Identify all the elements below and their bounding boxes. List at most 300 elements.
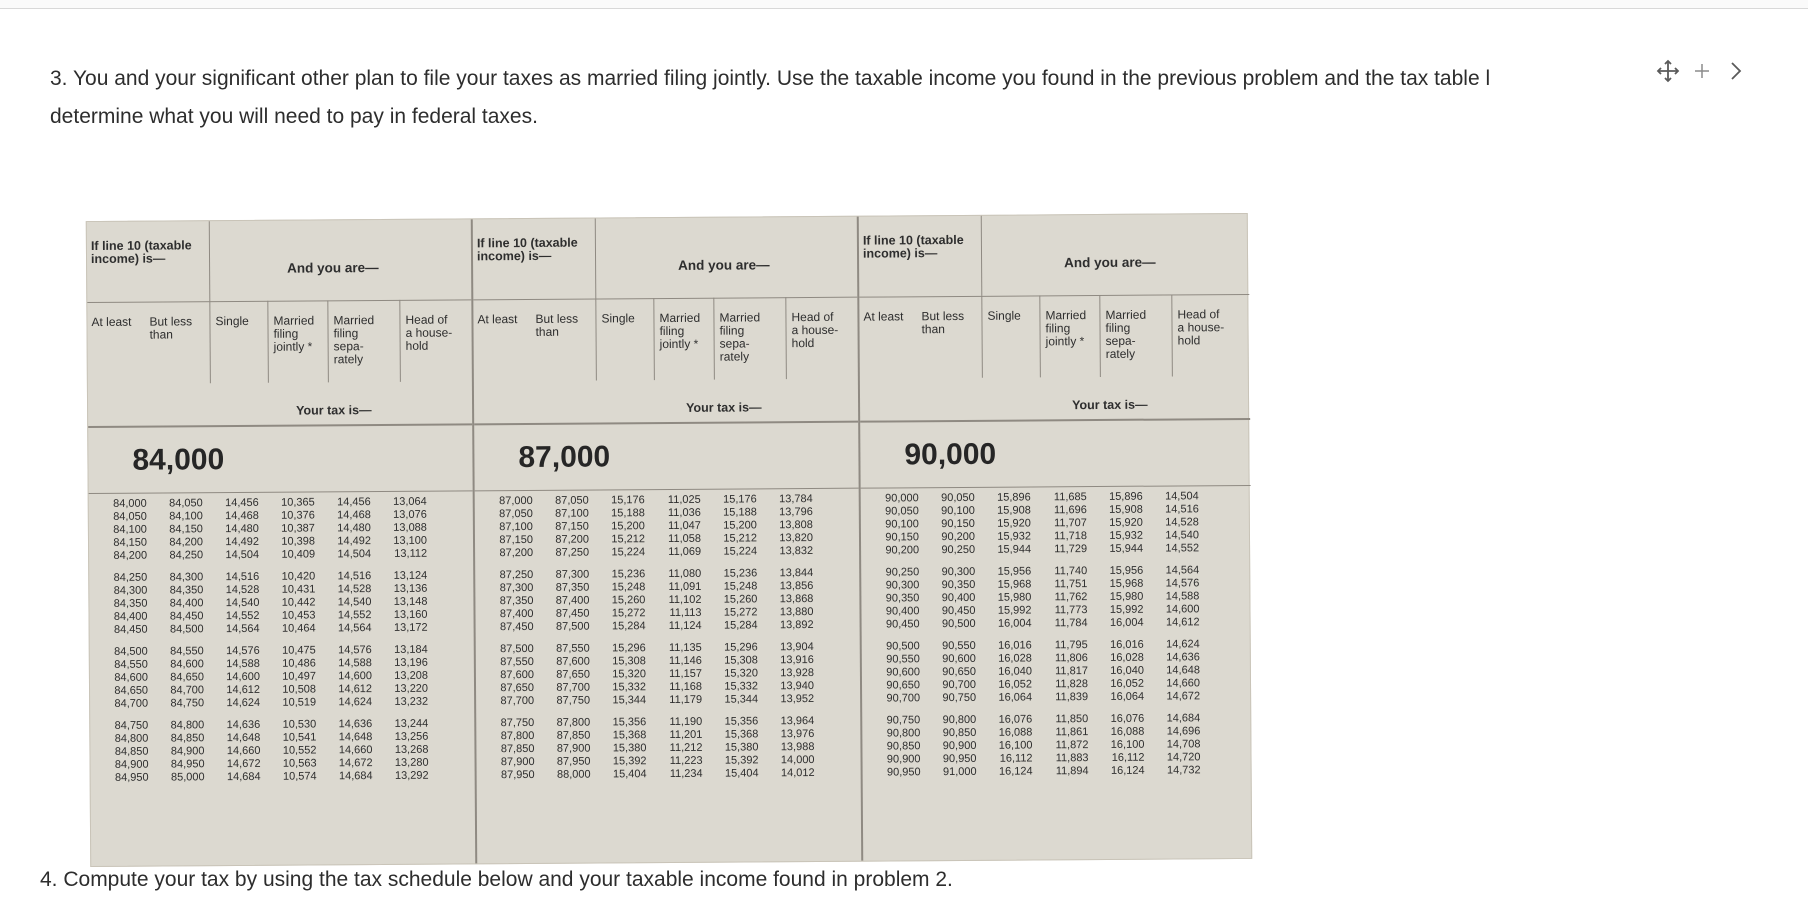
single-tax-cell: 15,188 [611,507,645,520]
single-tax-cell: 15,176 [611,494,645,507]
married-separately-tax-cell: 16,100 [1110,738,1145,751]
married-jointly-tax-cell: 11,080 [668,567,702,581]
at-least-label: At least [477,312,518,327]
married-separately-tax-cell: 14,492 [337,535,372,548]
header-divider [209,221,211,301]
head-of-household-tax-cell: 13,832 [779,544,814,558]
but-less-than-cell: 84,350 [169,584,204,597]
married-separately-tax-cell: 14,672 [338,757,373,770]
image-toolbar [1655,58,1749,84]
column-divider [267,301,269,383]
at-least-cell: 84,250 [113,571,148,584]
but-less-than-cell: 90,800 [942,713,977,727]
married-jointly-tax-cell: 11,091 [668,580,702,594]
head-of-household-label: Head of a house- hold [405,312,453,353]
single-tax-cell: 14,636 [226,718,261,732]
head-of-household-tax-cell: 14,660 [1166,677,1201,690]
at-least-label: At least [91,314,132,330]
married-separately-tax-cell: 15,932 [1109,529,1144,542]
but-less-than-cell: 87,150 [555,520,589,533]
at-least-cell: 90,250 [885,566,920,579]
at-least-cell: 84,200 [113,549,148,562]
tax-table-header [859,214,1250,423]
but-less-than-cell: 87,050 [555,494,589,507]
table-row [862,616,1252,632]
single-tax-cell: 16,112 [999,752,1033,765]
and-you-are-label: And you are— [1064,254,1156,271]
move-arrows-icon[interactable] [1655,58,1681,84]
married-filing-separately-label: Married filing sepa- rately [333,313,375,367]
single-tax-cell: 15,980 [997,591,1032,604]
single-tax-cell: 14,564 [225,622,260,636]
married-jointly-tax-cell: 11,190 [669,715,703,729]
single-tax-cell: 14,600 [226,670,260,684]
tax-table-block-90000 [859,214,1253,861]
single-tax-cell: 15,200 [611,520,645,533]
column-divider [595,299,597,381]
head-of-household-tax-cell: 13,208 [394,669,428,682]
but-less-than-cell: 90,250 [941,543,976,557]
but-less-than-cell: 90,300 [941,565,976,579]
married-jointly-tax-cell: 10,420 [281,570,316,583]
row-group [90,717,474,785]
married-separately-tax-cell: 15,224 [723,545,758,558]
head-of-household-tax-cell: 13,256 [394,730,429,743]
head-of-household-tax-cell: 14,516 [1165,503,1199,516]
but-less-than-cell: 87,250 [555,546,590,559]
head-of-household-tax-cell: 13,160 [393,608,428,621]
head-of-household-tax-cell: 13,952 [780,692,815,706]
at-least-cell: 84,900 [114,758,149,771]
head-of-household-tax-cell: 13,268 [394,743,429,756]
your-tax-is-label: Your tax is— [1072,397,1148,413]
but-less-than-cell: 87,650 [556,668,590,681]
single-tax-cell: 14,612 [226,683,261,697]
head-of-household-tax-cell: 14,720 [1166,751,1201,764]
head-of-household-tax-cell: 13,292 [394,769,429,782]
married-jointly-tax-cell: 10,508 [282,683,317,696]
row-group [475,567,859,635]
married-separately-tax-cell: 14,564 [337,622,372,635]
if-line-10-label: If line 10 (taxable income) is— [90,238,192,267]
at-least-cell: 84,800 [114,732,149,745]
but-less-than-cell: 84,600 [170,658,204,671]
married-jointly-tax-cell: 11,718 [1054,530,1088,543]
head-of-household-tax-cell: 13,856 [779,579,814,593]
married-jointly-tax-cell: 11,069 [668,545,702,559]
head-of-household-tax-cell: 13,064 [393,495,427,508]
married-jointly-tax-cell: 10,552 [282,744,317,757]
head-of-household-tax-cell: 13,928 [780,666,814,680]
head-of-household-tax-cell: 14,696 [1166,725,1201,738]
married-separately-tax-cell: 15,356 [724,715,759,728]
head-of-household-tax-cell: 13,124 [393,569,428,582]
if-line-10-label: If line 10 (taxable income) is— [476,235,578,264]
head-of-household-tax-cell: 13,892 [779,618,814,632]
married-jointly-tax-cell: 11,850 [1055,713,1089,726]
married-separately-tax-cell: 15,944 [1109,542,1144,555]
your-tax-is-label: Your tax is— [686,400,762,415]
tax-table-header [473,217,858,426]
at-least-cell: 84,600 [114,671,148,684]
married-separately-tax-cell: 14,540 [337,596,372,609]
column-divider [653,298,655,380]
head-of-household-tax-cell: 13,808 [779,518,813,532]
head-of-household-tax-cell: 14,552 [1165,542,1200,555]
but-less-than-cell: 84,800 [170,719,205,732]
at-least-cell: 87,250 [499,568,534,582]
single-tax-cell: 15,308 [612,655,646,668]
but-less-than-cell: 87,750 [556,694,591,707]
but-less-than-cell: 84,200 [169,536,204,549]
married-jointly-tax-cell: 11,696 [1053,504,1087,517]
single-tax-cell: 14,468 [225,509,259,523]
tax-table-rows [89,495,475,794]
married-separately-tax-cell: 15,188 [723,506,757,519]
single-tax-cell: 15,380 [612,742,647,755]
married-jointly-tax-cell: 11,685 [1053,491,1087,504]
if-line-10-label: If line 10 (taxable income) is— [862,232,964,261]
married-separately-tax-cell: 14,528 [337,583,372,596]
married-separately-tax-cell: 15,344 [724,693,759,706]
header-rule [859,294,1249,298]
but-less-than-cell: 85,000 [170,771,205,784]
at-least-cell: 90,850 [886,740,921,753]
head-of-household-tax-cell: 13,796 [779,505,813,519]
at-least-cell: 90,900 [886,753,921,766]
single-tax-cell: 14,528 [225,583,260,597]
married-jointly-tax-cell: 11,047 [668,519,701,533]
married-jointly-tax-cell: 10,365 [281,496,315,509]
row-group [476,715,860,783]
head-of-household-tax-cell: 14,708 [1166,738,1201,751]
married-jointly-tax-cell: 11,234 [669,767,703,780]
head-of-household-tax-cell: 14,012 [780,766,815,780]
at-least-cell: 84,950 [114,771,149,784]
single-tax-cell: 15,944 [997,543,1032,556]
but-less-than-label: But less than [921,308,965,337]
tax-table-block-84000 [87,219,477,866]
at-least-cell: 90,200 [885,544,920,557]
but-less-than-cell: 90,600 [942,652,976,666]
but-less-than-cell: 87,200 [555,533,590,546]
married-jointly-tax-cell: 11,795 [1054,639,1088,652]
head-of-household-tax-cell: 13,820 [779,531,814,545]
married-separately-tax-cell: 14,480 [337,522,371,535]
married-jointly-tax-cell: 11,817 [1055,665,1088,678]
at-least-cell: 84,450 [113,623,148,636]
at-least-cell: 84,150 [113,536,148,549]
head-of-household-tax-cell: 13,844 [779,566,814,580]
head-of-household-tax-cell: 13,112 [394,547,428,560]
question-text-line2: determine what you will need to pay in federal taxes. [50,105,538,128]
at-least-cell: 87,400 [499,607,534,621]
married-jointly-tax-cell: 11,223 [669,754,703,768]
married-separately-tax-cell: 16,052 [1110,677,1145,690]
married-jointly-tax-cell: 11,102 [668,593,702,607]
married-separately-tax-cell: 16,064 [1110,690,1145,703]
head-of-household-tax-cell: 14,624 [1166,638,1200,651]
column-divider [981,296,983,378]
single-tax-cell: 14,576 [226,644,260,658]
at-least-cell: 87,150 [499,533,534,547]
but-less-than-cell: 87,950 [556,755,591,768]
column-divider [399,300,401,382]
married-jointly-tax-cell: 11,058 [668,532,702,546]
single-tax-cell: 14,492 [225,535,260,549]
head-of-household-tax-cell: 13,988 [780,740,815,754]
married-jointly-tax-cell: 11,135 [668,641,702,655]
single-tax-cell: 15,968 [997,578,1032,591]
tax-table-header [87,219,472,428]
married-separately-tax-cell: 14,588 [338,657,372,670]
table-row [476,619,860,635]
married-separately-tax-cell: 15,404 [724,767,759,780]
married-separately-tax-cell: 16,040 [1110,664,1144,677]
single-tax-cell: 15,344 [612,694,647,707]
at-least-cell: 84,650 [114,684,149,697]
married-jointly-tax-cell: 10,486 [282,657,316,670]
head-of-household-tax-cell: 13,148 [393,595,428,608]
but-less-than-cell: 84,050 [169,497,203,510]
head-of-household-tax-cell: 13,220 [394,682,429,695]
single-label: Single [601,311,635,326]
but-less-than-cell: 84,900 [170,745,205,758]
married-jointly-tax-cell: 11,707 [1054,517,1087,530]
table-row [91,769,475,785]
head-of-household-tax-cell: 14,576 [1165,577,1200,590]
your-tax-is-label: Your tax is— [296,403,372,418]
at-least-cell: 84,550 [114,658,148,671]
row-group [862,712,1252,780]
at-least-cell: 84,100 [113,523,147,536]
but-less-than-cell: 91,000 [942,765,977,779]
but-less-than-cell: 90,500 [941,617,976,631]
income-range-heading: 90,000 [860,420,1250,489]
at-least-cell: 87,700 [500,694,535,708]
married-separately-tax-cell: 15,212 [723,532,758,545]
single-label: Single [215,313,249,329]
head-of-household-tax-cell: 13,136 [393,582,428,595]
at-least-cell: 87,450 [499,620,534,634]
but-less-than-cell: 87,300 [555,568,590,581]
at-least-cell: 84,850 [114,745,149,758]
married-jointly-tax-cell: 11,773 [1054,604,1088,617]
single-tax-cell: 15,236 [611,568,646,581]
married-separately-tax-cell: 15,236 [723,567,758,580]
at-least-cell: 84,050 [113,510,147,523]
column-divider [1099,295,1101,377]
married-separately-tax-cell: 15,920 [1109,516,1143,529]
but-less-than-cell: 90,400 [941,591,976,605]
single-tax-cell: 16,100 [998,739,1033,752]
head-of-household-label: Head of a house- hold [1177,307,1225,348]
table-row [861,542,1251,558]
married-separately-tax-cell: 16,076 [1110,712,1145,725]
move-arrows-icon-small[interactable] [1689,58,1715,84]
at-least-cell: 90,600 [886,666,920,679]
married-separately-tax-cell: 15,260 [723,593,758,606]
married-jointly-tax-cell: 11,201 [669,728,703,742]
single-tax-cell: 14,540 [225,596,260,610]
table-row [477,767,861,783]
at-least-cell: 87,800 [500,729,535,743]
married-jointly-tax-cell: 11,729 [1054,543,1088,556]
married-separately-tax-cell: 16,004 [1109,616,1144,629]
tax-table-photo [86,213,1252,867]
head-of-household-tax-cell: 13,976 [780,727,815,741]
head-of-household-tax-cell: 13,100 [393,534,428,547]
married-filing-jointly-label: Married filing jointly * [1045,308,1087,349]
married-separately-tax-cell: 15,392 [724,754,759,767]
but-less-than-cell: 84,400 [169,597,204,610]
chevron-right-icon[interactable] [1723,58,1749,84]
column-divider [1039,295,1041,377]
table-row [89,547,473,563]
column-divider [209,301,211,383]
married-separately-tax-cell: 14,456 [337,496,371,509]
head-of-household-tax-cell: 14,648 [1166,664,1200,677]
at-least-cell: 84,300 [113,584,148,597]
at-least-cell: 90,650 [886,679,921,692]
at-least-cell: 84,750 [114,719,149,732]
single-tax-cell: 14,648 [226,731,261,745]
single-tax-cell: 15,224 [611,546,646,559]
income-range-heading: 84,000 [88,425,472,494]
at-least-cell: 90,800 [886,727,921,740]
married-separately-tax-cell: 14,468 [337,509,371,522]
single-tax-cell: 15,392 [612,755,647,768]
married-jointly-tax-cell: 11,179 [669,693,703,707]
at-least-cell: 87,900 [500,755,535,769]
question-3 [50,60,1660,136]
but-less-than-cell: 87,550 [556,642,590,655]
but-less-than-cell: 84,150 [169,523,203,536]
at-least-cell: 87,650 [500,681,535,695]
header-rule [87,299,471,303]
married-separately-tax-cell: 15,176 [723,493,757,506]
married-separately-tax-cell: 15,248 [723,580,758,593]
row-group [862,638,1252,706]
at-least-cell: 90,400 [885,605,920,618]
head-of-household-tax-cell: 13,196 [394,656,428,669]
at-least-cell: 90,500 [886,640,920,653]
table-row [90,621,474,637]
row-group [861,490,1251,558]
tax-table-rows [475,493,861,792]
single-tax-cell: 15,248 [611,581,646,594]
but-less-than-cell: 84,950 [170,758,205,771]
single-label: Single [987,308,1021,323]
head-of-household-tax-cell: 14,612 [1165,616,1200,629]
head-of-household-tax-cell: 14,504 [1165,490,1199,503]
header-rule [473,297,857,301]
married-separately-tax-cell: 15,908 [1109,503,1143,516]
table-row [862,690,1252,706]
row-group [476,641,860,709]
married-jointly-tax-cell: 11,740 [1054,565,1088,578]
but-less-than-cell: 84,300 [169,571,204,584]
head-of-household-tax-cell: 13,184 [394,643,428,656]
single-tax-cell: 15,932 [997,530,1032,543]
column-divider [1171,294,1173,376]
column-divider [713,298,715,380]
but-less-than-cell: 84,550 [170,645,204,658]
but-less-than-cell: 87,350 [555,581,590,594]
single-tax-cell: 16,004 [997,617,1032,630]
married-jointly-tax-cell: 11,113 [669,606,702,619]
single-tax-cell: 15,920 [997,517,1031,530]
at-least-label: At least [863,309,904,324]
header-divider [981,216,983,296]
married-jointly-tax-cell: 10,497 [282,670,316,683]
married-separately-tax-cell: 14,648 [338,731,373,744]
married-separately-tax-cell: 14,660 [338,744,373,757]
head-of-household-tax-cell: 13,784 [779,492,813,506]
at-least-cell: 87,100 [499,520,533,534]
married-jointly-tax-cell: 10,464 [281,622,316,635]
married-separately-tax-cell: 16,124 [1110,764,1145,777]
single-tax-cell: 15,896 [997,491,1031,504]
married-jointly-tax-cell: 11,784 [1054,617,1088,630]
single-tax-cell: 15,260 [611,594,646,607]
but-less-than-cell: 87,500 [555,620,590,633]
at-least-cell: 87,750 [500,716,535,730]
row-group [475,493,859,561]
head-of-household-tax-cell: 13,076 [393,508,427,521]
head-of-household-tax-cell: 13,904 [780,640,814,654]
head-of-household-tax-cell: 13,964 [780,714,815,728]
but-less-than-label: But less than [535,311,579,339]
head-of-household-tax-cell: 14,000 [780,753,815,767]
married-jointly-tax-cell: 10,530 [282,718,317,731]
head-of-household-tax-cell: 14,636 [1166,651,1200,664]
married-separately-tax-cell: 15,368 [724,728,759,741]
head-of-household-tax-cell: 13,280 [394,756,429,769]
single-tax-cell: 15,368 [612,729,647,742]
married-separately-tax-cell: 15,296 [724,641,758,654]
single-tax-cell: 14,588 [226,657,260,671]
but-less-than-cell: 84,850 [170,732,205,745]
table-row [863,764,1253,780]
single-tax-cell: 15,332 [612,681,647,694]
at-least-cell: 90,550 [886,653,920,666]
single-tax-cell: 16,028 [998,652,1032,665]
but-less-than-cell: 84,450 [169,610,204,623]
at-least-cell: 90,450 [885,618,920,631]
but-less-than-cell: 87,850 [556,729,591,742]
married-jointly-tax-cell: 10,453 [281,609,316,622]
single-tax-cell: 14,456 [225,496,259,510]
but-less-than-cell: 90,050 [941,491,975,505]
but-less-than-cell: 87,800 [556,716,591,729]
married-separately-tax-cell: 16,028 [1110,651,1144,664]
married-jointly-tax-cell: 11,124 [668,619,702,633]
but-less-than-cell: 84,500 [169,623,204,636]
header-rule-2 [474,379,858,382]
head-of-household-tax-cell: 13,916 [780,653,814,667]
married-separately-tax-cell: 15,284 [723,619,758,632]
at-least-cell: 90,750 [886,714,921,727]
married-jointly-tax-cell: 10,431 [281,583,316,596]
header-rule-2 [860,376,1250,379]
at-least-cell: 90,000 [885,492,919,505]
column-divider [327,300,329,382]
married-jointly-tax-cell: 11,762 [1054,591,1088,604]
head-of-household-tax-cell: 13,940 [780,679,815,693]
head-of-household-label: Head of a house- hold [791,309,839,351]
married-separately-tax-cell: 14,612 [338,683,373,696]
